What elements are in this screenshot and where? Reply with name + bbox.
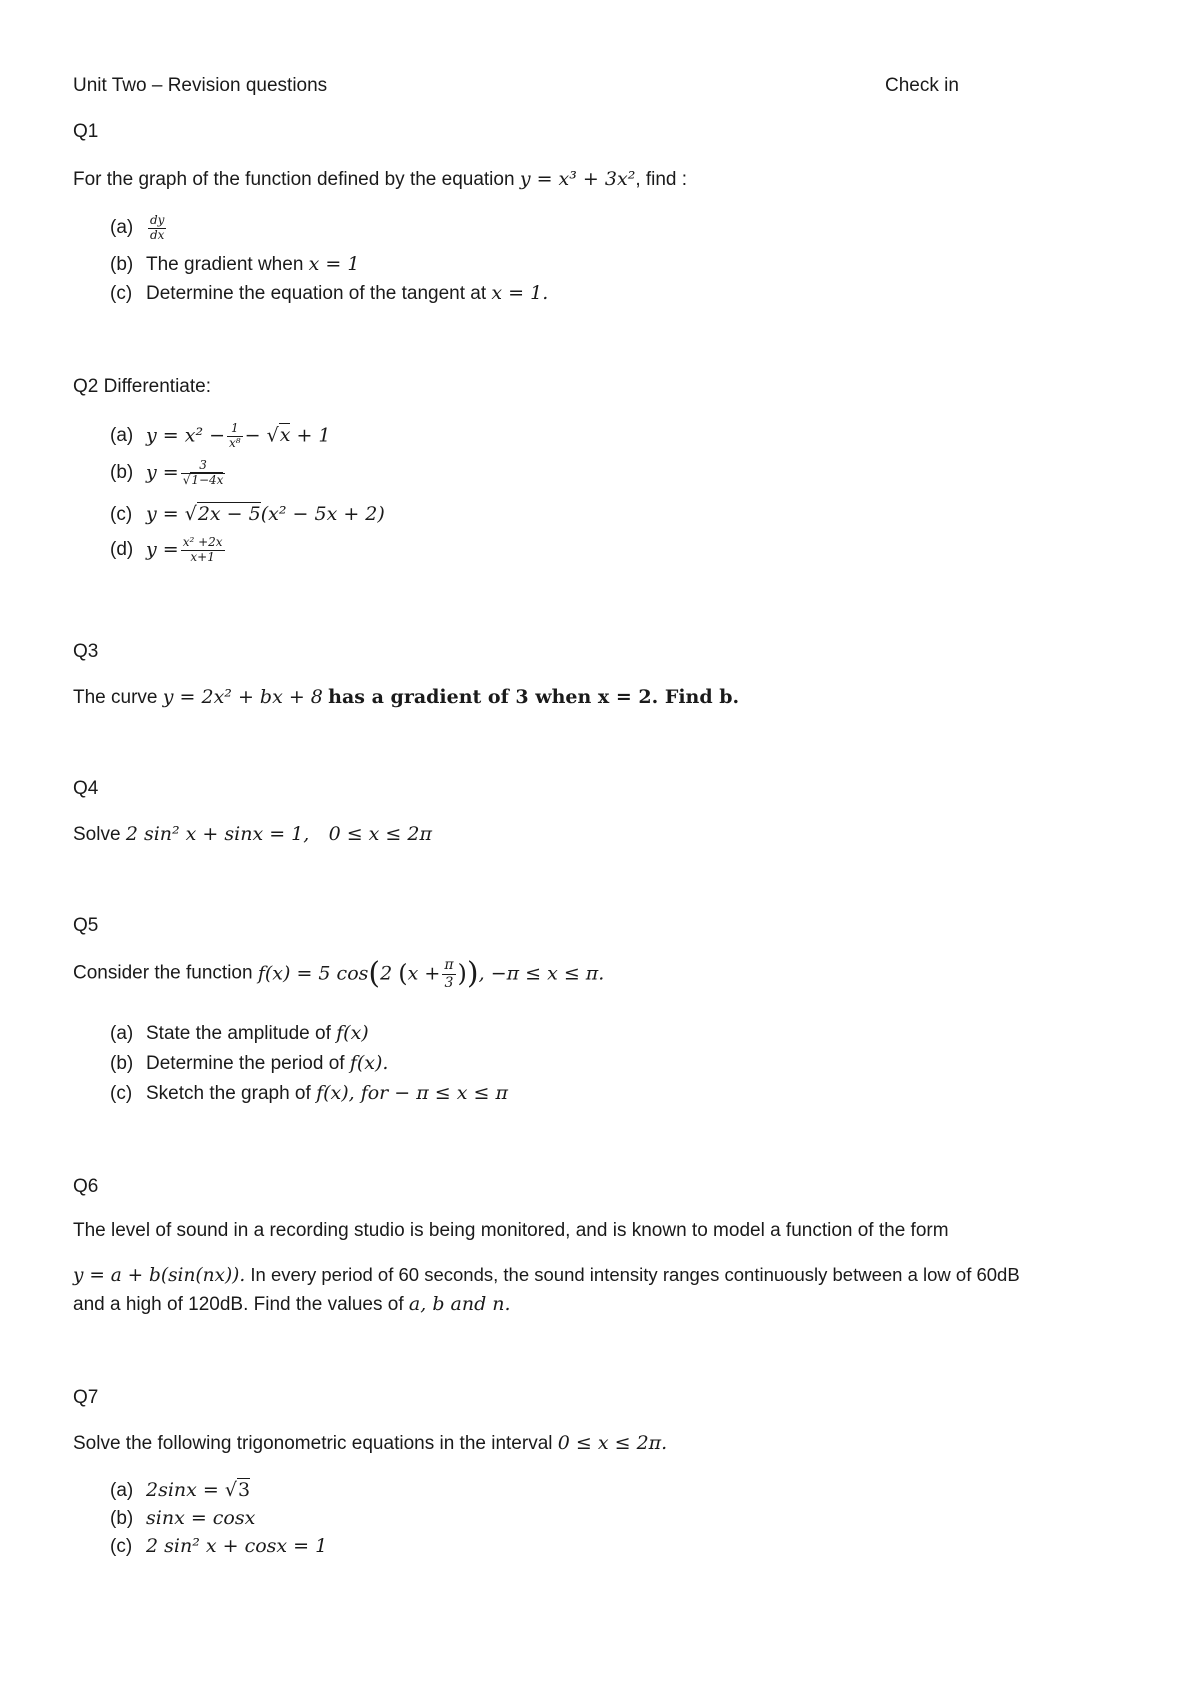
q6-line3-math: a, b and n. — [408, 1293, 511, 1315]
q6-equation: y = a + b(sin(nx)). — [73, 1265, 246, 1286]
q6-line3-head: and a high of 120dB. Find the values of — [73, 1294, 404, 1315]
q5-item-a-label: (a) — [110, 1023, 134, 1044]
q1-item-a — [110, 214, 168, 243]
q7-item-b-label: (b) — [110, 1508, 134, 1529]
q6-line2 — [73, 1264, 1020, 1287]
q1-intro-text: For the graph of the function defined by the equation — [73, 169, 515, 190]
q7-item-c-label: (c) — [110, 1536, 133, 1557]
q5-item-a — [110, 1022, 369, 1046]
q5-question: Consider the function f(x) = 5 cos(2 (x + $\frac{\pi}{3}$ )), −π ≤ x ≤ π. — [73, 956, 605, 991]
q7-intro — [73, 1432, 667, 1456]
check-in-label: Check in — [885, 75, 959, 96]
q6-line2-tail: In every period of 60 seconds, the sound intensity ranges continuously between a low of 60dB — [250, 1264, 1020, 1285]
q2-item-c: (c) y = √2x − 5(x² − 5x + 2) — [110, 503, 385, 525]
q6-heading: Q6 — [73, 1176, 99, 1197]
q1-item-b-math: x = 1 — [308, 253, 360, 275]
q6-line1: The level of sound in a recording studio is being monitored, and is known to model a function of the form — [73, 1220, 949, 1241]
q5-item-b-label: (b) — [110, 1053, 134, 1074]
q7-item-c-text: 2 sin² x + cosx = 1 — [146, 1535, 328, 1557]
q7-heading: Q7 — [73, 1387, 99, 1408]
q7-item-c — [110, 1535, 327, 1559]
q1-item-a-fraction: $\frac{dy}{dx}$ — [150, 213, 165, 242]
q2-item-b-label: (b) — [110, 462, 134, 484]
q5-item-a-text: State the amplitude of — [146, 1023, 331, 1044]
q5-item-c-text: Sketch the graph of — [146, 1083, 311, 1104]
q7-item-a: (a) 2sinx = √3 — [110, 1479, 251, 1501]
q7-item-b — [110, 1507, 255, 1531]
q5-heading: Q5 — [73, 915, 99, 936]
q5-item-b — [110, 1052, 388, 1076]
q4-question — [73, 823, 432, 847]
q1-heading: Q1 — [73, 121, 99, 142]
q5-item-c-label: (c) — [110, 1083, 133, 1104]
q7-intro-text: Solve the following trigonometric equations in the interval — [73, 1433, 553, 1454]
q5-item-c-math: f(x), for − π ≤ x ≤ π — [316, 1082, 508, 1104]
q2-item-a: (a) y = x² − $\frac{1}{\text{x⁸}}$ − √x + 1 — [110, 421, 331, 450]
q4-heading: Q4 — [73, 778, 99, 799]
q3-heading: Q3 — [73, 641, 99, 662]
q1-item-a-label: (a) — [110, 217, 134, 239]
q4-equation: 2 sin² x + sinx = 1, — [125, 823, 310, 845]
q1-intro-tail: , find : — [635, 169, 688, 190]
q1-equation: y = x³ + 3x² — [519, 168, 636, 190]
q5-intro: Consider the function — [73, 962, 253, 984]
q7-item-a-label: (a) — [110, 1480, 134, 1501]
q6-line3 — [73, 1293, 511, 1317]
q2-item-a-label: (a) — [110, 425, 134, 447]
q2-item-d: (d) y = $\frac{\text{x² +2x}}{x+1}$ — [110, 535, 223, 564]
q3-prefix: The curve — [73, 687, 158, 708]
q3-question — [73, 686, 739, 710]
q7-interval: 0 ≤ x ≤ 2π. — [557, 1432, 668, 1454]
q1-item-b — [110, 253, 359, 277]
q5-item-b-math: f(x). — [349, 1052, 389, 1074]
q3-tail: has a gradient of 3 when x = 2. Find b. — [328, 686, 740, 708]
q1-item-c — [110, 282, 548, 306]
q3-equation: y = 2x² + bx + 8 — [162, 686, 323, 708]
q1-item-c-text: Determine the equation of the tangent at — [146, 283, 487, 304]
q1-intro — [73, 168, 687, 192]
q2-item-c-label: (c) — [110, 504, 133, 525]
q2-item-b: (b) y = $\frac{3}{√1-4x}$ — [110, 458, 224, 487]
q1-item-b-label: (b) — [110, 254, 134, 275]
q2-heading: Q2 Differentiate: — [73, 376, 212, 397]
q2-item-d-label: (d) — [110, 539, 134, 561]
q1-item-b-text: The gradient when — [146, 254, 304, 275]
q1-item-c-label: (c) — [110, 283, 133, 304]
q5-item-a-math: f(x) — [336, 1022, 369, 1044]
q1-item-c-math: x = 1. — [491, 282, 549, 304]
q4-prefix: Solve — [73, 824, 121, 845]
document-title: Unit Two – Revision questions — [73, 75, 328, 96]
q5-item-c — [110, 1082, 508, 1106]
q4-range: 0 ≤ x ≤ 2π — [328, 823, 432, 845]
q5-item-b-text: Determine the period of — [146, 1053, 345, 1074]
q7-item-b-text: sinx = cosx — [146, 1507, 256, 1529]
